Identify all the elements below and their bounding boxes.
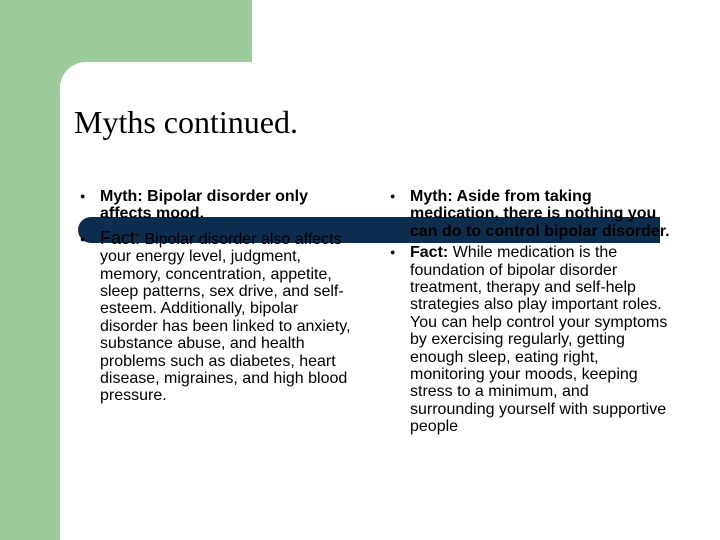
fact-paragraph (410, 244, 672, 435)
right-column (390, 188, 672, 436)
bullet-icon: ● (80, 233, 86, 244)
bullet-icon: ● (80, 191, 86, 201)
myth-text: Myth: Aside from taking medication, there is nothing you can do to control bipolar disorder. (410, 188, 670, 240)
green-accent-left (0, 0, 60, 540)
list-item (80, 188, 352, 223)
myth-text: Myth: Bipolar disorder only affects mood. (100, 188, 309, 223)
bullet-icon: ● (390, 191, 396, 201)
fact-label: Fact: (410, 244, 449, 262)
fact-text: Bipolar disorder also affects your energy level, judgment, memory, concentration, appetite, sleep patterns, sex drive, and self-esteem. Additionally, bipolar disorder has been linked to anxiety, substance abuse, and health problems such as diabetes, heart disease, migraines, and high blood pressure. (100, 230, 351, 405)
list-item (390, 244, 672, 435)
bullet-icon: ● (390, 247, 396, 258)
slide-title: Myths continued. (74, 104, 298, 140)
list-item (390, 188, 672, 240)
fact-label: Fact: (100, 227, 141, 248)
fact-text: While medication is the foundation of bipolar disorder treatment, therapy and self-help strategies also play important roles. You can help control your symptoms by exercising regularly, getting enough sleep, eating right, monitoring your moods, keeping stress to a minimum, and surrounding yourself with supportive people (410, 244, 668, 436)
fact-paragraph (100, 229, 352, 405)
left-column (80, 188, 352, 405)
list-item (80, 229, 352, 405)
